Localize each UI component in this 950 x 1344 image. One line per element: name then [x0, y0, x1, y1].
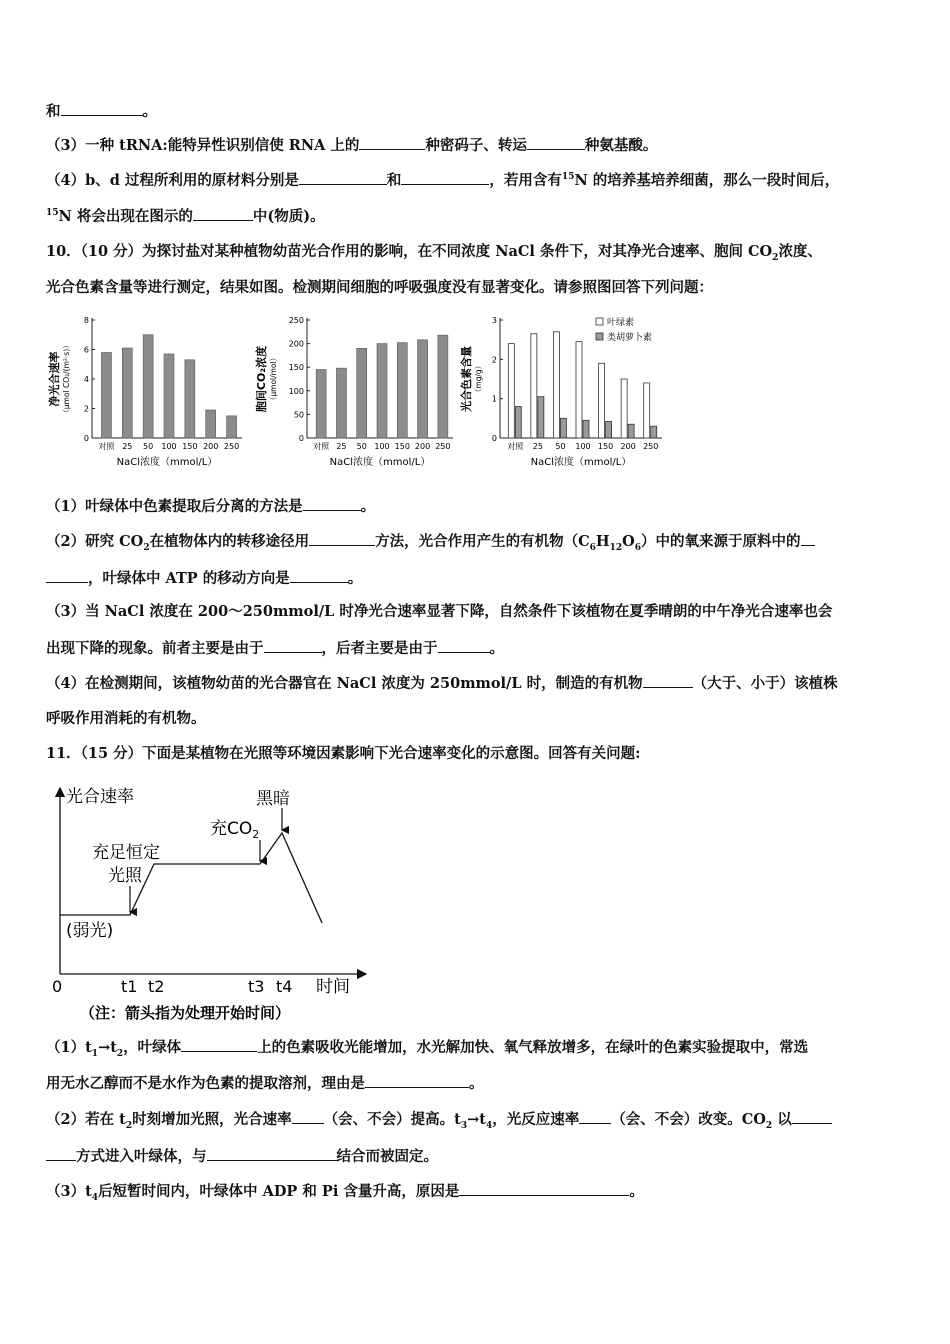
bar-类胡萝卜素 — [560, 418, 566, 438]
subscript: 12 — [609, 542, 623, 553]
x-tick-label: 100 — [575, 442, 591, 451]
text: 上的色素吸收光能增加，水光解加快、氧气释放增多，在绿叶的色素实验提取中，常选 — [257, 1039, 809, 1056]
x-tick-label: 200 — [620, 442, 636, 451]
text: 在植物体内的转移途径用 — [149, 533, 310, 550]
x-axis-label: NaCl浓度（mmol/L） — [329, 457, 431, 468]
q10-sub2-cont — [46, 568, 362, 589]
q11-sub2-cont — [46, 1146, 438, 1167]
legend-swatch — [596, 318, 603, 325]
q10-sub4-cont — [46, 709, 206, 729]
bar-叶绿素 — [621, 379, 627, 438]
x-tick-label: 250 — [435, 442, 451, 451]
q10-stem-cont — [46, 278, 713, 298]
y-axis-unit: （μmol/mol） — [269, 353, 278, 405]
x-tick-label: 100 — [161, 442, 177, 451]
answer-blank[interactable] — [792, 1109, 832, 1124]
text: O — [622, 533, 635, 550]
text: ，若用含有 — [489, 172, 562, 189]
x-tick-label: 50 — [555, 442, 566, 451]
text: 后短暂时间内，叶绿体中 ADP 和 Pi 含量升高，原因是 — [98, 1183, 460, 1200]
text: 。 — [360, 498, 376, 515]
text: 。 — [469, 1075, 484, 1092]
subscript: 3 — [460, 1120, 468, 1131]
y-axis-unit: （μmol CO₂/(m²·s)） — [62, 341, 71, 417]
text: （4）b、d 过程所利用的原材料分别是 — [46, 172, 299, 189]
text: （3）一种 tRNA:能特异性识别信使 RNA 上的 — [46, 137, 360, 154]
x-tick-label: 150 — [597, 442, 614, 451]
answer-blank[interactable] — [401, 170, 489, 185]
y-axis-unit: （mg/g） — [474, 361, 483, 397]
answer-blank[interactable] — [459, 1181, 629, 1196]
y-axis-label: 光合色素含量 — [460, 346, 473, 412]
text: （2）研究 CO — [46, 533, 144, 550]
text: ，叶绿体中 ATP 的移动方向是 — [88, 570, 290, 587]
bar — [438, 335, 448, 438]
text: 呼吸作用消耗的有机物。 — [46, 710, 206, 727]
text: （大于、小于）该植株 — [692, 675, 838, 692]
text: 时刻增加光照，光合速率 — [132, 1111, 292, 1128]
x-axis-label: 时间 — [316, 977, 350, 997]
superscript: 15 — [561, 172, 575, 183]
x-tick-label: 25 — [336, 442, 347, 451]
text: （2）若在 t — [46, 1111, 126, 1128]
answer-blank[interactable] — [801, 531, 815, 546]
answer-blank[interactable] — [46, 568, 88, 583]
x-tick-label: 50 — [143, 442, 154, 451]
text: →t — [98, 1039, 117, 1056]
bar-类胡萝卜素 — [651, 426, 657, 438]
subscript: 2 — [116, 1048, 124, 1059]
subscript: 4 — [485, 1120, 493, 1131]
x-tick-label: 200 — [203, 442, 219, 451]
answer-blank[interactable] — [264, 638, 322, 653]
answer-blank[interactable] — [359, 135, 425, 150]
bar-叶绿素 — [508, 344, 514, 438]
x-tick-label: 150 — [394, 442, 410, 451]
bar — [418, 340, 428, 438]
q9-sub4 — [46, 170, 839, 191]
text: 浓度、 — [778, 243, 822, 260]
tick-t4: t4 — [276, 977, 293, 996]
text: ，叶绿体 — [123, 1039, 182, 1056]
x-tick-label: 对照 — [313, 442, 330, 451]
x-tick-label: 100 — [374, 442, 390, 451]
bar-类胡萝卜素 — [606, 421, 612, 438]
text: 用无水乙醇而不是水作为色素的提取溶剂，理由是 — [46, 1075, 365, 1092]
y-tick-label: 250 — [288, 316, 304, 325]
bar — [336, 368, 346, 438]
text: H — [595, 533, 610, 550]
text: 结合而被固定。 — [336, 1148, 438, 1165]
x-axis-label: NaCl浓度（mmol/L） — [116, 457, 218, 468]
bar — [227, 416, 237, 438]
q9-sub3 — [46, 135, 657, 156]
text: （3）当 NaCl 浓度在 200～250mmol/L 时净光合速率显著下降，自然条件下该植物在夏季晴朗的中午净光合速率也会 — [46, 603, 833, 620]
co2-label-text: 充CO — [210, 819, 253, 839]
answer-blank[interactable] — [299, 170, 387, 185]
answer-blank[interactable] — [365, 1073, 469, 1088]
bar — [377, 344, 387, 438]
co2-label — [210, 819, 259, 841]
answer-blank[interactable] — [290, 568, 348, 583]
subscript: 4 — [91, 1192, 99, 1203]
bar — [143, 335, 153, 438]
text: 11．（15 分）下面是某植物在光照等环境因素影响下光合速率变化的示意图。回答有关问题: — [46, 745, 641, 762]
y-tick-label: 0 — [491, 434, 497, 443]
q11-stem — [46, 744, 641, 764]
net-photosynthesis-bar-chart — [48, 312, 253, 477]
bar — [397, 343, 407, 438]
answer-blank[interactable] — [527, 135, 585, 150]
intercellular-co2-bar-chart — [255, 312, 460, 477]
answer-blank[interactable] — [438, 638, 490, 653]
answer-blank[interactable] — [303, 496, 361, 511]
tick-t2: t2 — [148, 977, 165, 996]
subscript: 6 — [589, 542, 596, 553]
y-axis-label: 光合速率 — [66, 787, 134, 807]
text: 方式进入叶绿体，与 — [76, 1148, 207, 1165]
y-tick-label: 50 — [293, 410, 304, 420]
bar-叶绿素 — [644, 383, 650, 438]
legend-label: 叶绿素 — [607, 318, 635, 328]
x-tick-label: 150 — [182, 442, 198, 451]
answer-blank[interactable] — [46, 1146, 76, 1161]
text: 中(物质)。 — [252, 208, 325, 225]
text: 10．（10 分）为探讨盐对某种植物幼苗光合作用的影响，在不同浓度 NaCl 条件下，对其净光合速率、胞间 CO — [46, 243, 773, 260]
q11-sub1-cont — [46, 1073, 484, 1094]
y-tick-label: 2 — [83, 404, 89, 414]
text: （4）在检测期间，该植物幼苗的光合器官在 NaCl 浓度为 250mmol/L 时，制造的有机物 — [46, 675, 643, 692]
weak-light-label: (弱光) — [66, 921, 114, 941]
subscript: 2 — [772, 252, 779, 263]
q10-sub3-cont — [46, 638, 504, 659]
photosynthesis-rate-schematic — [44, 778, 374, 1026]
y-tick-label: 100 — [288, 386, 304, 396]
x-axis-label: NaCl浓度（mmol/L） — [530, 457, 632, 468]
bar-叶绿素 — [531, 334, 537, 438]
sufficient-light-label-1: 充足恒定 — [92, 843, 160, 863]
bar-类胡萝卜素 — [515, 407, 521, 438]
q10-sub1 — [46, 496, 375, 517]
text: 和 — [46, 103, 61, 120]
y-tick-label: 1 — [491, 394, 497, 404]
tick-t1: t1 — [121, 977, 138, 996]
bar — [101, 352, 111, 438]
y-tick-label: 3 — [491, 316, 497, 325]
answer-blank[interactable] — [292, 1109, 324, 1124]
text: →t — [467, 1111, 486, 1128]
legend-swatch — [596, 333, 603, 340]
y-tick-label: 200 — [288, 339, 304, 349]
x-tick-label: 25 — [532, 442, 543, 451]
text: 和 — [386, 172, 402, 189]
x-tick-label: 25 — [122, 442, 133, 451]
pigment-content-bar-chart — [460, 312, 675, 477]
text: 出现下降的现象。前者主要是由于 — [46, 640, 264, 657]
q11-sub1 — [46, 1037, 808, 1058]
q9-sub4-cont — [46, 206, 325, 227]
bar-叶绿素 — [553, 332, 559, 438]
bar-类胡萝卜素 — [538, 397, 544, 438]
bar — [185, 360, 195, 438]
y-tick-label: 2 — [491, 355, 497, 365]
tick-t3: t3 — [248, 977, 265, 996]
text: 以 — [772, 1111, 792, 1128]
y-tick-label: 0 — [298, 434, 304, 443]
subscript: 6 — [634, 542, 642, 553]
text: 。 — [489, 640, 504, 657]
text: （1）叶绿体中色素提取后分离的方法是 — [46, 498, 303, 515]
answer-blank[interactable] — [193, 206, 253, 221]
x-tick-label: 对照 — [507, 442, 524, 451]
text: N 的培养基培养细菌，那么一段时间后， — [574, 172, 840, 189]
text: N 将会出现在图示的 — [58, 208, 193, 225]
subscript: 2 — [765, 1120, 773, 1131]
bar — [357, 348, 367, 438]
y-tick-label: 150 — [288, 363, 304, 373]
subscript: 1 — [91, 1048, 99, 1059]
answer-blank[interactable] — [61, 101, 143, 116]
text: 方法，光合作用产生的有机物（C — [375, 533, 590, 550]
text: 光合色素含量等进行测定，结果如图。检测期间细胞的呼吸强度没有显著变化。请参照图回答下列问题： — [46, 279, 713, 296]
co2-label-sub: 2 — [252, 828, 260, 841]
text: 种氨基酸。 — [584, 137, 658, 154]
sufficient-light-label-2: 光照 — [108, 866, 142, 886]
superscript: 15 — [46, 208, 59, 219]
bar-类胡萝卜素 — [628, 424, 634, 438]
q11-sub3 — [46, 1181, 644, 1202]
q10-sub3 — [46, 602, 832, 622]
text: 。 — [347, 570, 363, 587]
bar-叶绿素 — [599, 363, 605, 438]
y-tick-label: 0 — [83, 434, 89, 443]
text: （会、不会）改变。CO — [611, 1111, 766, 1128]
answer-blank[interactable] — [181, 1037, 257, 1052]
y-tick-label: 4 — [83, 375, 89, 384]
answer-blank[interactable] — [207, 1146, 337, 1161]
answer-blank[interactable] — [309, 531, 375, 546]
y-axis-label: 净光合速率 — [48, 351, 61, 407]
dark-label: 黑暗 — [256, 789, 290, 809]
bar-类胡萝卜素 — [583, 420, 589, 438]
bar — [122, 348, 132, 438]
text: 种密码子、转运 — [425, 137, 527, 154]
bar — [164, 354, 174, 438]
text: ，光反应速率 — [492, 1111, 580, 1128]
bar-叶绿素 — [576, 342, 582, 438]
text: （1）t — [46, 1039, 92, 1056]
y-axis-label: 胞间CO₂浓度 — [255, 345, 268, 413]
answer-blank[interactable] — [579, 1109, 611, 1124]
text: ）中的氧来源于原料中的 — [641, 533, 801, 550]
bar — [316, 370, 326, 438]
text: 。 — [629, 1183, 644, 1200]
q10-sub2 — [46, 531, 815, 552]
y-tick-label: 8 — [83, 316, 89, 325]
x-tick-label: 50 — [356, 442, 367, 451]
text: 。 — [142, 103, 157, 120]
x-tick-label: 200 — [414, 442, 431, 451]
subscript: 2 — [125, 1120, 133, 1131]
legend-label: 类胡萝卜素 — [607, 333, 653, 343]
x-tick-label: 250 — [223, 442, 240, 451]
q10-sub4 — [46, 673, 838, 694]
y-tick-label: 6 — [83, 345, 89, 355]
q10-stem — [46, 242, 822, 262]
x-tick-label: 对照 — [98, 442, 115, 451]
text: （会、不会）提高。t — [323, 1111, 461, 1128]
answer-blank[interactable] — [643, 673, 693, 688]
subscript: 2 — [143, 542, 150, 553]
schematic-note: （注：箭头指为处理开始时间） — [80, 1004, 291, 1022]
x-tick-label: 250 — [643, 442, 659, 451]
bar — [206, 410, 216, 438]
text: ，后者主要是由于 — [321, 640, 438, 657]
origin-label: 0 — [52, 977, 63, 996]
text: （3）t — [46, 1183, 92, 1200]
q11-sub2 — [46, 1109, 832, 1130]
q9-line-continuation — [46, 101, 157, 122]
